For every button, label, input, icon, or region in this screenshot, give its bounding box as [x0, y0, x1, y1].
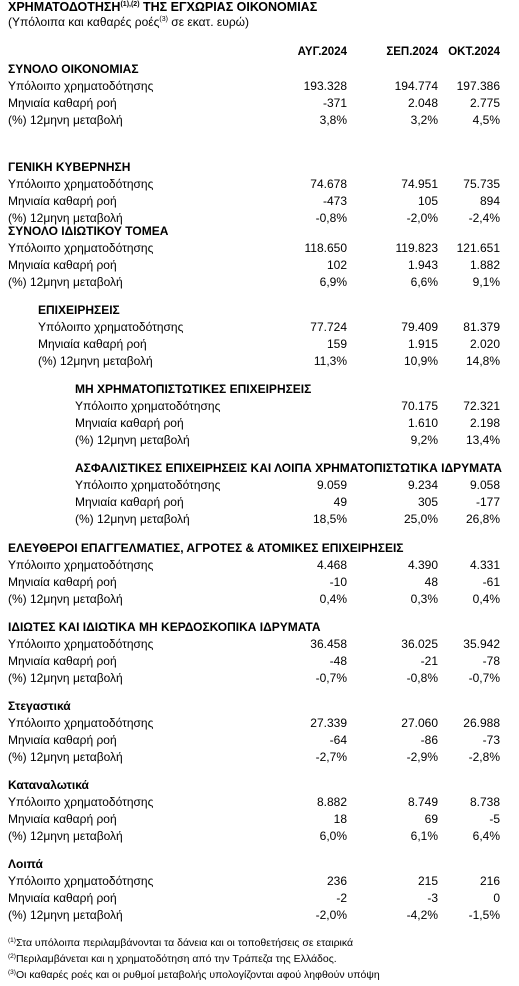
row-label: (%) 12μηνη μεταβολή	[8, 750, 123, 764]
table-row-change	[0, 670, 519, 687]
table-cell: 9.058	[469, 478, 500, 492]
table-cell: -1,5%	[468, 908, 500, 922]
table-row-flow	[0, 95, 519, 112]
table-cell: 4.390	[407, 558, 438, 572]
table-row-flow	[0, 257, 519, 274]
table-cell: -78	[482, 654, 500, 668]
table-row-balance	[0, 176, 519, 193]
table-cell: -64	[329, 733, 347, 747]
table-cell: 35.942	[463, 637, 500, 651]
row-label: (%) 12μηνη μεταβολή	[8, 829, 123, 843]
table-row-flow	[0, 890, 519, 907]
section-title: ΓΕΝΙΚΗ ΚΥΒΕΡΝΗΣΗ	[8, 160, 131, 174]
table-cell: 6,4%	[472, 829, 500, 843]
table-cell: 11,3%	[313, 354, 347, 368]
table-subtitle: (Υπόλοιπα και καθαρές ροές$^{(3)}$ σε εκατ. ευρώ)	[8, 15, 250, 29]
section-title: Στεγαστικά	[8, 699, 71, 713]
table-cell: 14,8%	[465, 354, 500, 368]
row-label: (%) 12μηνη μεταβολή	[75, 512, 190, 526]
table-cell: 2.048	[407, 96, 438, 110]
row-label: Μηνιαία καθαρή ροή	[8, 654, 117, 668]
table-cell: 36.458	[310, 637, 347, 651]
section-title: Καταναλωτικά	[8, 778, 89, 792]
table-cell: 216	[479, 874, 500, 888]
footnote-2: $^{(2)}$Περιλαμβάνεται και η χρηματοδότηση από την Τράπεζα της Ελλάδος.	[8, 953, 337, 965]
row-label: Υπόλοιπο χρηματοδότησης	[8, 79, 154, 93]
table-cell: 2.775	[469, 96, 500, 110]
row-label: (%) 12μηνη μεταβολή	[8, 275, 123, 289]
table-cell: -73	[482, 733, 500, 747]
section-title: Λοιπά	[8, 857, 43, 871]
table-cell: -48	[329, 654, 347, 668]
table-cell: -2,4%	[468, 211, 500, 225]
table-row-change	[0, 511, 519, 528]
table-cell: 215	[417, 874, 438, 888]
row-label: Μηνιαία καθαρή ροή	[75, 495, 184, 509]
table-cell: 6,1%	[410, 829, 438, 843]
table-row-balance	[0, 477, 519, 494]
table-title: $XPHMATO\Delta OTH\Sigma H^{(1),(2)}$ ΤΗΣ ΕΓΧΩΡΙΑΣ ΟΙΚΟΝΟΜΙΑΣ	[8, 0, 318, 14]
table-cell: 2.198	[469, 416, 500, 430]
table-cell: 26.988	[463, 716, 500, 730]
table-cell: -0,7%	[315, 671, 347, 685]
row-label: (%) 12μηνη μεταβολή	[38, 354, 153, 368]
row-label: Μηνιαία καθαρή ροή	[8, 812, 117, 826]
table-cell: 27.060	[401, 716, 438, 730]
table-row-balance	[0, 319, 519, 336]
row-label: Υπόλοιπο χρηματοδότησης	[75, 478, 221, 492]
table-cell: 13,4%	[465, 433, 500, 447]
section-title: ΕΛΕΥΘΕΡΟΙ ΕΠΑΓΓΕΛΜΑΤΙΕΣ, ΑΓΡΟΤΕΣ & ΑΤΟΜΙΚΕΣ ΕΠΙΧΕΙΡΗΣΕΙΣ	[8, 541, 404, 555]
row-label: Υπόλοιπο χρηματοδότησης	[8, 716, 154, 730]
row-label: Υπόλοιπο χρηματοδότησης	[8, 177, 154, 191]
table-row-flow	[0, 336, 519, 353]
table-cell: 3,8%	[319, 113, 347, 127]
table-row-balance	[0, 636, 519, 653]
row-label: Υπόλοιπο χρηματοδότησης	[8, 241, 154, 255]
table-cell: -86	[420, 733, 438, 747]
table-row-flow	[0, 653, 519, 670]
table-row-balance	[0, 557, 519, 574]
table-cell: 79.409	[401, 320, 438, 334]
table-cell: -0,8%	[315, 211, 347, 225]
section-title: ΕΠΙΧΕΙΡΗΣΕΙΣ	[38, 303, 120, 317]
row-label: Υπόλοιπο χρηματοδότησης	[8, 795, 154, 809]
table-cell: 70.175	[401, 399, 438, 413]
row-label: Υπόλοιπο χρηματοδότησης	[38, 320, 184, 334]
table-cell: 48	[424, 575, 438, 589]
table-cell: 10,9%	[403, 354, 438, 368]
table-cell: 102	[326, 258, 347, 272]
table-cell: 27.339	[310, 716, 347, 730]
row-label: Μηνιαία καθαρή ροή	[8, 733, 117, 747]
table-cell: 2.020	[469, 337, 500, 351]
section-title: ΣΥΝΟΛΟ ΙΔΙΩΤΙΚΟΥ ΤΟΜΕΑ	[8, 224, 169, 238]
table-cell: 26,8%	[465, 512, 500, 526]
table-cell: 36.025	[401, 637, 438, 651]
table-row-flow	[0, 811, 519, 828]
table-cell: 77.724	[310, 320, 347, 334]
table-cell: 8.738	[469, 795, 500, 809]
table-cell: 8.882	[316, 795, 347, 809]
table-cell: 894	[479, 194, 500, 208]
row-label: Υπόλοιπο χρηματοδότησης	[8, 637, 154, 651]
column-header-oct-2024: ΟΚΤ.2024	[448, 46, 500, 58]
table-cell: -2,9%	[406, 750, 438, 764]
row-label: (%) 12μηνη μεταβολή	[8, 671, 123, 685]
table-cell: -2	[336, 891, 347, 905]
table-cell: 18	[333, 812, 347, 826]
table-row-flow	[0, 415, 519, 432]
table-cell: -177	[475, 495, 500, 509]
table-cell: -5	[489, 812, 500, 826]
table-cell: 159	[326, 337, 347, 351]
table-row-balance	[0, 78, 519, 95]
section-title: ΙΔΙΩΤΕΣ ΚΑΙ ΙΔΙΩΤΙΚΑ ΜΗ ΚΕΡΔΟΣΚΟΠΙΚΑ ΙΔΡΥΜΑΤΑ	[8, 620, 321, 634]
subtitle-footnote-mark: (3)	[159, 16, 168, 23]
table-cell: -10	[329, 575, 347, 589]
table-cell: -371	[322, 96, 347, 110]
table-cell: 18,5%	[312, 512, 347, 526]
table-cell: 1.610	[407, 416, 438, 430]
table-cell: -2,7%	[315, 750, 347, 764]
table-row-change	[0, 907, 519, 924]
table-row-flow	[0, 574, 519, 591]
table-cell: 1.915	[407, 337, 438, 351]
row-label: Υπόλοιπο χρηματοδότησης	[8, 558, 154, 572]
table-cell: 8.749	[407, 795, 438, 809]
table-cell: 9,1%	[472, 275, 500, 289]
table-row-balance	[0, 794, 519, 811]
table-row-change	[0, 274, 519, 291]
row-label: Μηνιαία καθαρή ροή	[8, 194, 117, 208]
row-label: (%) 12μηνη μεταβολή	[8, 211, 123, 225]
table-cell: 6,0%	[319, 829, 347, 843]
table-cell: 74.678	[310, 177, 347, 191]
table-cell: 1.943	[407, 258, 438, 272]
section-title: ΣΥΝΟΛΟ ΟΙΚΟΝΟΜΙΑΣ	[8, 62, 139, 76]
table-cell: 193.328	[303, 79, 347, 93]
row-label: Μηνιαία καθαρή ροή	[8, 891, 117, 905]
table-cell: 4,5%	[472, 113, 500, 127]
table-row-change	[0, 828, 519, 845]
table-cell: 72.321	[463, 399, 500, 413]
row-label: Μηνιαία καθαρή ροή	[38, 337, 147, 351]
row-label: (%) 12μηνη μεταβολή	[75, 433, 190, 447]
table-cell: -4,2%	[406, 908, 438, 922]
table-cell: 1.882	[469, 258, 500, 272]
table-row-change	[0, 432, 519, 449]
row-label: (%) 12μηνη μεταβολή	[8, 908, 123, 922]
table-row-flow	[0, 732, 519, 749]
row-label: (%) 12μηνη μεταβολή	[8, 592, 123, 606]
table-cell: 194.774	[394, 79, 438, 93]
section-title: ΑΣΦΑΛΙΣΤΙΚΕΣ ΕΠΙΧΕΙΡΗΣΕΙΣ ΚΑΙ ΛΟΙΠΑ ΧΡΗΜΑΤΟΠΙΣΤΩΤΙΚΑ ΙΔΡΥΜΑΤΑ	[75, 461, 502, 475]
table-cell: 0,4%	[472, 592, 500, 606]
table-cell: 0,3%	[410, 592, 438, 606]
table-cell: -2,0%	[406, 211, 438, 225]
table-cell: -21	[420, 654, 438, 668]
table-cell: 49	[333, 495, 347, 509]
table-cell: 0	[493, 891, 500, 905]
table-cell: -0,8%	[406, 671, 438, 685]
table-row-change	[0, 591, 519, 608]
table-cell: 119.823	[395, 241, 438, 255]
row-label: Υπόλοιπο χρηματοδότησης	[8, 874, 154, 888]
footnote-1: $^{(1)}$Στα υπόλοιπα περιλαμβάνονται τα δάνεια και οι τοποθετήσεις σε εταιρικά	[8, 937, 354, 949]
table-row-flow	[0, 193, 519, 210]
table-row-flow	[0, 494, 519, 511]
table-cell: 9.059	[316, 478, 347, 492]
table-cell: 3,2%	[410, 113, 438, 127]
table-cell: 25,0%	[403, 512, 438, 526]
row-label: Υπόλοιπο χρηματοδότησης	[75, 399, 221, 413]
table-cell: 197.386	[456, 79, 500, 93]
table-cell: -473	[322, 194, 347, 208]
section-title: ΜΗ ΧΡΗΜΑΤΟΠΙΣΤΩΤΙΚΕΣ ΕΠΙΧΕΙΡΗΣΕΙΣ	[75, 382, 312, 396]
table-cell: 69	[424, 812, 438, 826]
footnote-3: $^{(3)}$Οι καθαρές ροές και οι ρυθμοί μεταβολής υπολογίζονται αφού ληφθούν υπόψη	[8, 969, 380, 981]
title-footnote-mark: (1),(2)	[120, 1, 140, 8]
table-cell: 6,6%	[410, 275, 438, 289]
row-label: (%) 12μηνη μεταβολή	[8, 113, 123, 127]
table-cell: 236	[326, 874, 347, 888]
table-cell: 74.951	[401, 177, 438, 191]
table-cell: -61	[482, 575, 500, 589]
table-row-change	[0, 112, 519, 129]
row-label: Μηνιαία καθαρή ροή	[8, 96, 117, 110]
table-cell: -3	[427, 891, 438, 905]
column-header-sep-2024: ΣΕΠ.2024	[386, 46, 438, 58]
table-cell: 305	[417, 495, 438, 509]
table-cell: 4.468	[316, 558, 347, 572]
table-cell: 6,9%	[319, 275, 347, 289]
row-label: Μηνιαία καθαρή ροή	[75, 416, 184, 430]
table-cell: 118.650	[304, 241, 347, 255]
table-row-balance	[0, 715, 519, 732]
table-cell: 9,2%	[410, 433, 438, 447]
column-header-aug-2024: ΑΥΓ.2024	[297, 46, 347, 58]
table-row-balance	[0, 398, 519, 415]
table-cell: -2,0%	[315, 908, 347, 922]
row-label: Μηνιαία καθαρή ροή	[8, 258, 117, 272]
table-cell: -2,8%	[468, 750, 500, 764]
table-cell: 121.651	[456, 241, 500, 255]
table-cell: 81.379	[463, 320, 500, 334]
table-row-change	[0, 353, 519, 370]
table-cell: 9.234	[407, 478, 438, 492]
row-label: Μηνιαία καθαρή ροή	[8, 575, 117, 589]
table-cell: 4.331	[469, 558, 500, 572]
table-row-balance	[0, 873, 519, 890]
table-cell: -0,7%	[468, 671, 500, 685]
table-cell: 105	[417, 194, 438, 208]
table-cell: 0,4%	[319, 592, 347, 606]
table-cell: 75.735	[463, 177, 500, 191]
table-row-balance	[0, 240, 519, 257]
table-row-change	[0, 749, 519, 766]
